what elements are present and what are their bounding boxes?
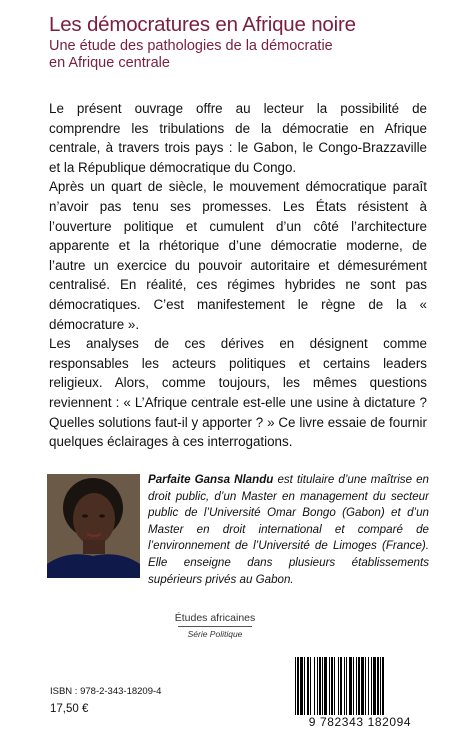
series-logo <box>170 612 260 639</box>
series-sub: Série Politique <box>187 629 243 639</box>
barcode-bar <box>365 657 366 715</box>
barcode-bar <box>295 657 296 715</box>
barcode-bar <box>340 657 342 715</box>
barcode-bar <box>353 657 354 715</box>
subtitle-line-1: Une étude des pathologies de la démocratie <box>49 38 333 54</box>
barcode-bar <box>304 657 305 715</box>
book-subtitle <box>49 38 439 72</box>
barcode-bar <box>361 657 364 715</box>
barcode-bar <box>356 657 357 715</box>
book-title: Les démocratures en Afrique noire <box>49 13 356 36</box>
author-photo <box>47 474 140 578</box>
price: 17,50 € <box>50 703 89 715</box>
barcode-bar <box>314 657 315 715</box>
barcode-number: 9 782343 182094 <box>287 715 433 729</box>
barcode-bar <box>300 657 303 715</box>
blurb-paragraph-2: Après un quart de siècle, le mouvement démocratique paraît n’avoir pas tenu ses promesses. Les États résistent à l’ouverture politique et cumulent d’un côté l’architecture apparente et la rhétorique d’une démocratie moderne, de l’autre un exercice du pouvoir autoritaire et démesurément centralisé. En réalité, ces régimes hybrides ne sont pas démocratiques. C’est manifestement le règne de la « démocrature ». <box>49 179 427 332</box>
barcode-bar <box>368 657 369 715</box>
barcode-bar <box>344 657 345 715</box>
barcode-bar <box>322 657 323 715</box>
barcode-bar <box>319 657 321 715</box>
barcode-bar <box>346 657 347 715</box>
isbn: ISBN : 978-2-343-18209-4 <box>50 686 162 697</box>
blurb-paragraph-3: Les analyses de ces dérives en désignent comme responsables les acteurs politiques et certains leaders religieux. Alors, comme toujours, les mêmes questions reviennent : « L’Afrique centrale est-elle une usine à dictature ? Quelles solutions faut-il y apporter ? » Ce livre essaie de fournir quelques éclairages à ces interrogations. <box>49 336 427 450</box>
subtitle-line-2: en Afrique centrale <box>49 55 170 71</box>
barcode-bar <box>331 657 333 715</box>
barcode <box>287 655 433 730</box>
barcode-bar <box>297 657 299 715</box>
blurb-paragraph-1: Le présent ouvrage offre au lecteur la possibilité de comprendre les tribulations de la démocratie en Afrique centrale, à travers trois pays : le Gabon, le Congo-Brazzaville et la République démocratique du Congo. <box>49 101 427 175</box>
barcode-bar <box>324 657 327 715</box>
barcode-bar <box>358 657 360 715</box>
barcode-bar <box>329 657 330 715</box>
series-divider <box>178 626 252 627</box>
barcode-bar <box>377 657 379 715</box>
barcode-bar <box>382 657 384 715</box>
author-name: Parfaite Gansa Nlandu <box>148 473 274 486</box>
back-cover-blurb <box>49 99 427 452</box>
barcode-bar <box>373 657 376 715</box>
author-portrait-icon <box>47 474 140 578</box>
author-bio-text: est titulaire d’une maîtrise en droit public, d’un Master en management du secteur public de l’Université Omar Bongo (Gabon) et d’un Master en droit international et comparé de l’environnement de l’Université de Limoges (France). Elle enseigne dans plusieurs établissements supérieurs privés au Gabon. <box>148 473 429 586</box>
barcode-bar <box>338 657 339 715</box>
barcode-bar <box>307 657 309 715</box>
barcode-bar <box>371 657 372 715</box>
barcode-bar <box>310 657 311 715</box>
barcode-bar <box>380 657 381 715</box>
barcode-bar <box>349 657 352 715</box>
barcode-bar <box>317 657 318 715</box>
author-bio <box>148 472 429 588</box>
series-collection: Études africaines <box>174 612 256 624</box>
barcode-bar <box>334 657 335 715</box>
